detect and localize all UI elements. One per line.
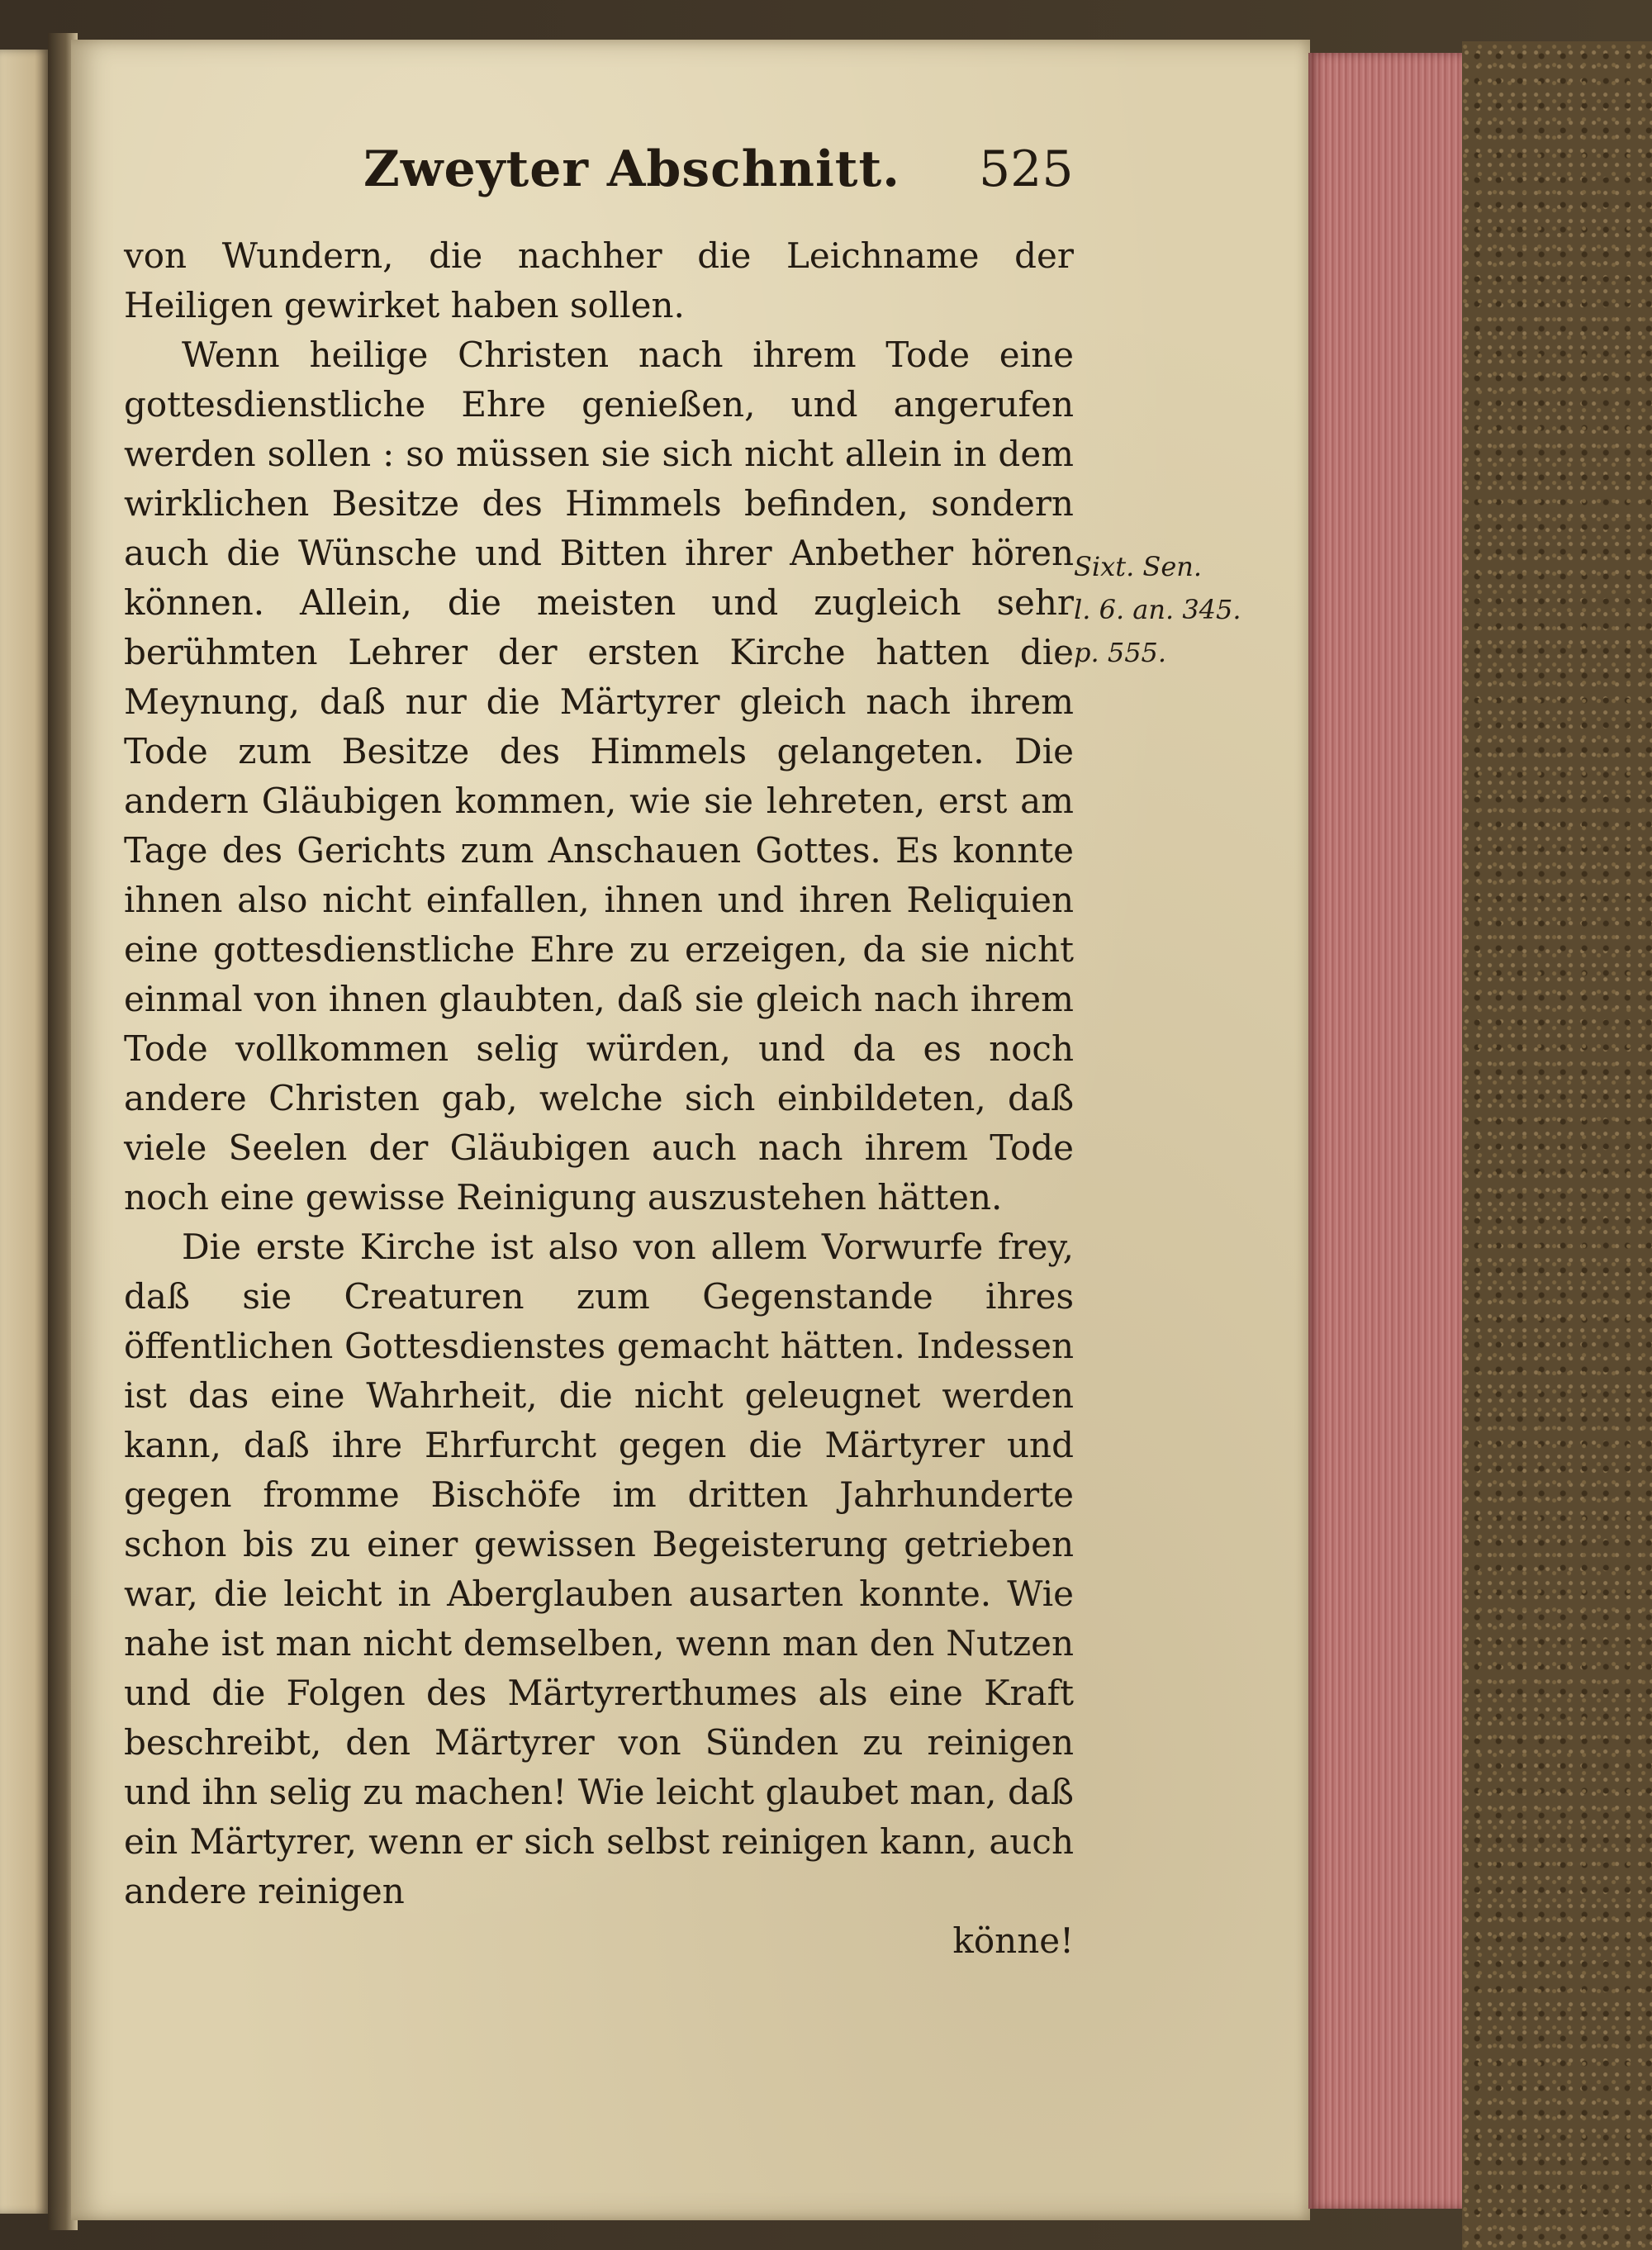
closing-word: könne!: [952, 1920, 1074, 1961]
paragraph-continuation: von Wundern, die nachher die Leichname der Heiligen gewirket haben sollen.: [124, 235, 1074, 325]
book-cover: [1462, 41, 1652, 2250]
margin-note-line: l. 6. an. 345.: [1074, 594, 1241, 625]
red-page-edges: [1308, 53, 1474, 2209]
page-number: 525: [979, 140, 1074, 198]
page-header: [124, 140, 1074, 231]
paragraph-first-church: Die erste Kirche ist also von allem Vorwurfe frey, daß sie Creaturen zum Gegenstande ihres öffentlichen Gottesdienstes gemacht hätten. Indessen ist das eine Wahrheit, die nicht geleugnet werden kann, daß ihre Ehrfurcht gegen die Märtyrer und gegen fromme Bischöfe im dritten Jahrhunderte schon bis zu einer gewissen Begeisterung getrieben war, die leicht in Aberglauben ausarten konnte. Wie nahe ist man nicht demselben, wenn man den Nutzen und die Folgen des Märtyrerthumes als eine Kraft beschreibt, den Märtyrer von Sünden zu reinigen und ihn selig zu machen! Wie leicht glaubet man, daß ein Märtyrer, wenn er sich selbst reinigen kann, auch andere reinigen: [124, 1227, 1074, 1911]
margin-note-line: p. 555.: [1074, 637, 1167, 668]
paragraph-martyrs: Wenn heilige Christen nach ihrem Tode eine gottesdienstliche Ehre genießen, und angerufen werden sollen : so müssen sie sich nicht allein in dem wirklichen Besitze des Himmels befinden, sondern auch die Wünsche und Bitten ihrer Anbether hören können. Allein, die meisten und zugleich sehr berühmten Lehrer der ersten Kirche hatten die Meynung, daß nur die Märtyrer gleich nach ihrem Tode zum Besitze des Himmels gelangeten. Die andern Gläubigen kommen, wie sie lehreten, erst am Tage des Gerichts zum Anschauen Gottes. Es konnte ihnen also nicht einfallen, ihnen und ihren Reliquien eine gottesdienstliche Ehre zu erzeigen, da sie nicht einmal von ihnen glaubten, daß sie gleich nach ihrem Tode vollkommen selig würden, und da es noch andere Christen gab, welche sich einbildeten, daß viele Seelen der Gläubigen auch nach ihrem Tode noch eine gewisse Reinigung auszustehen hätten.: [124, 335, 1074, 1218]
previous-page-edge: [0, 50, 50, 2214]
page-text-block: [124, 140, 1074, 1966]
margin-note-line: Sixt. Sen.: [1074, 551, 1203, 582]
margin-note: [1074, 545, 1256, 674]
running-head: Zweyter Abschnitt.: [363, 140, 901, 198]
